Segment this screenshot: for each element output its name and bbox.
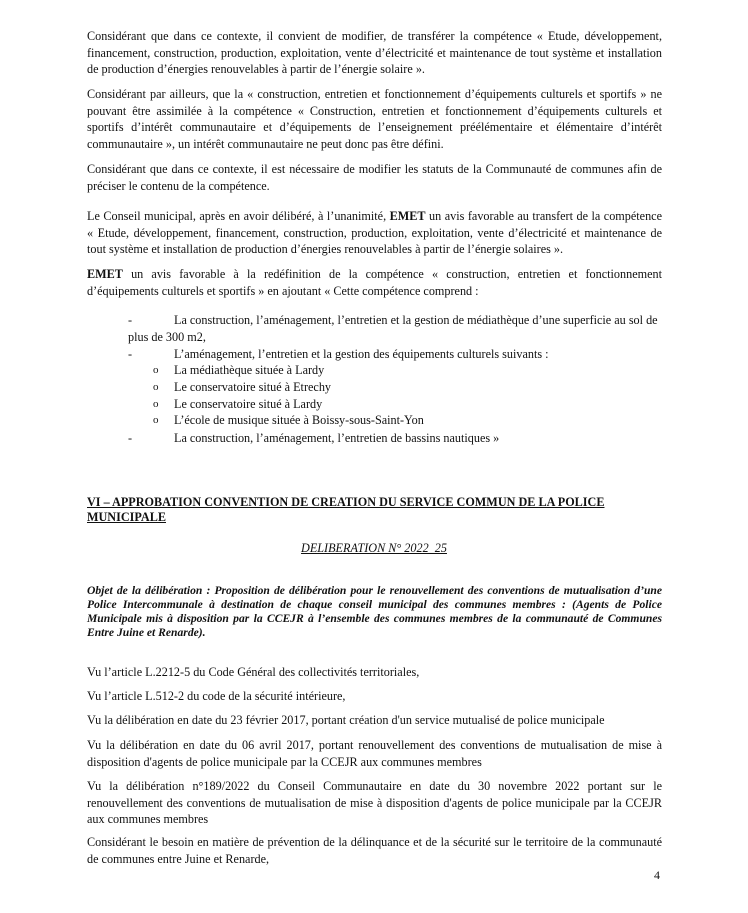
circle-bullet: o	[153, 414, 159, 426]
paragraph-considerant-statuts: Considérant que dans ce contexte, il est nécessaire de modifier les statuts de la Communauté de communes afin de préciser le contenu de la compétence.	[87, 162, 662, 193]
list-item-bassins: La construction, l’aménagement, l’entretien de bassins nautiques »	[174, 431, 500, 445]
emet-bold: EMET	[87, 267, 123, 281]
dash-bullet: -	[128, 431, 133, 445]
page-number: 4	[654, 868, 660, 882]
circle-bullet: o	[153, 364, 159, 376]
section-heading: VI – APPROBATION CONVENTION DE CREATION DU SERVICE COMMUN DE LA POLICE MUNICIPALE	[87, 495, 605, 524]
sub-item: Le conservatoire situé à Lardy	[174, 397, 323, 411]
vu-article-cgct: Vu l’article L.2212-5 du Code Général des collectivités territoriales,	[87, 665, 420, 679]
considerant-prevention: Considérant le besoin en matière de prévention de la délinquance et de la sécurité sur le territoire de la communauté de communes entre Juine et Renarde,	[87, 835, 662, 866]
paragraph-considerant-culturels: Considérant par ailleurs, que la « construction, entretien et fonctionnement d’équipements culturels et sportifs » ne pouvant être assimilée à la compétence « Construction, entretien et fonctionnement d’équipements culturels et sportifs d’intérêt communautaire et d’équipements de l’enseignement préélémentaire et élémentaire d’intérêt communautaire », un intérêt communautaire ne peut donc pas être défini.	[87, 87, 662, 151]
circle-bullet: o	[153, 398, 159, 410]
text: Le Conseil municipal, après en avoir délibéré, à l’unanimité,	[87, 209, 390, 223]
sub-item: Le conservatoire situé à Etrechy	[174, 380, 332, 394]
paragraph-conseil-municipal	[87, 208, 662, 258]
deliberation-number: DELIBERATION N° 2022_25	[301, 541, 447, 555]
paragraph-emet-redefinition	[87, 266, 662, 299]
paragraph-considerant-transfert: Considérant que dans ce contexte, il convient de modifier, de transférer la compétence « Etude, développement, financement, construction, production, exploitation, vente d’électricité et maintenance de tout système et installation de production d’énergies renouvelables à partir de l’énergie solaire ».	[87, 29, 662, 76]
text: un avis favorable au transfert de la compétence « Etude, développement, financement, construction, production, exploitation, vente d’électricité et maintenance de tout système et installation de production d’énergies renouvelables à partir de l’énergie solaires ».	[87, 209, 662, 256]
list-item-mediatheque: La construction, l’aménagement, l’entretien et la gestion de médiathèque d’une superficie au sol de	[174, 313, 658, 327]
vu-deliberation-2017-fevrier: Vu la délibération en date du 23 février 2017, portant création d'un service mutualisé de police municipale	[87, 713, 605, 727]
vu-deliberation-2022: Vu la délibération n°189/2022 du Conseil Communautaire en date du 30 novembre 2022 portant sur le renouvellement des conventions de mutualisation de mise à disposition d'agents de police municipale par la CCEJR aux communes membres	[87, 779, 662, 826]
dash-bullet: -	[128, 313, 133, 327]
vu-article-csi: Vu l’article L.512-2 du code de la sécurité intérieure,	[87, 689, 346, 703]
circle-bullet: o	[153, 381, 159, 393]
emet-bold: EMET	[389, 209, 426, 223]
dash-bullet: -	[128, 347, 133, 361]
objet-deliberation: Objet de la délibération : Proposition de délibération pour le renouvellement des conventions de mutualisation d’une Police Intercommunale à destination de chaque conseil municipal des communes membres : (Agents de Police Municipale mis à disposition par la CCEJR à l’ensemble des communes membres de la communauté de Communes Entre Juine et Renarde).	[87, 584, 662, 639]
sub-item: La médiathèque située à Lardy	[174, 363, 325, 377]
list-item-mediatheque-cont: plus de 300 m2,	[128, 330, 206, 344]
text: un avis favorable à la redéfinition de la compétence « construction, entretien et fonctionnement d’équipements culturels et sportifs » en ajoutant « Cette compétence comprend :	[87, 267, 662, 298]
sub-item: L’école de musique située à Boissy-sous-Saint-Yon	[174, 413, 424, 427]
vu-deliberation-2017-avril: Vu la délibération en date du 06 avril 2017, portant renouvellement des conventions de mutualisation de mise à disposition d'agents de police municipale par la CCEJR aux communes membres	[87, 738, 662, 769]
list-item-equipements: L’aménagement, l’entretien et la gestion des équipements culturels suivants :	[174, 347, 549, 361]
